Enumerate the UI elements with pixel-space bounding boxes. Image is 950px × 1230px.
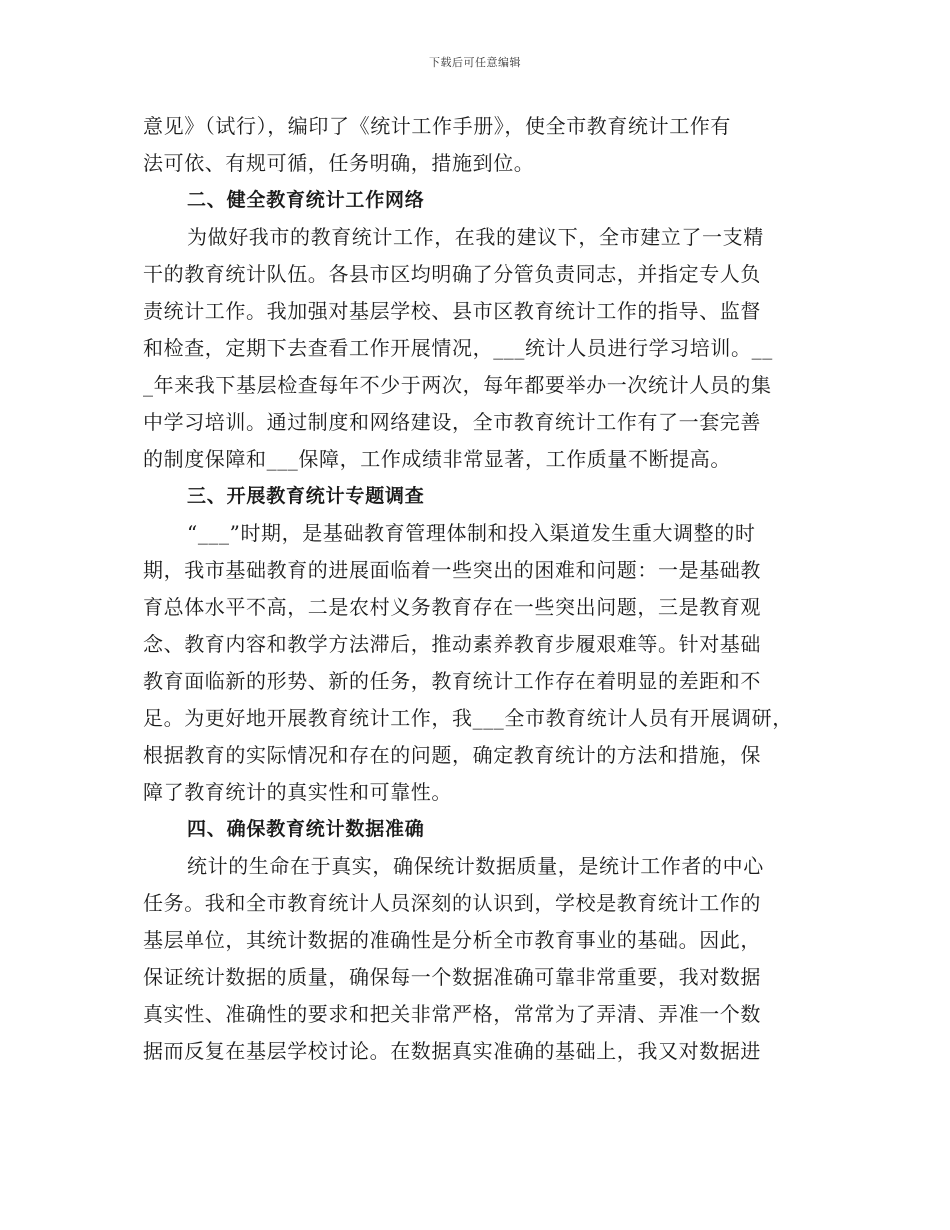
- text-line: 真实性、准确性的要求和把关非常严格，常常为了弄清、弄准一个数: [143, 1002, 761, 1026]
- text-line: 期，我市基础教育的进展面临着一些突出的困难和问题：一是基础教: [143, 558, 761, 582]
- paragraph-first-line: 统计的生命在于真实，确保统计数据质量，是统计工作者的中心: [187, 854, 764, 878]
- text-line: 保证统计数据的质量，确保每一个数据准确可靠非常重要，我对数据: [143, 965, 761, 989]
- document-body: [143, 108, 811, 1070]
- section-heading: 四、确保教育统计数据准确: [187, 818, 425, 840]
- text-line: 意见》（试行），编印了《统计工作手册》，使全市教育统计工作有: [143, 114, 731, 138]
- page-header: 下载后可任意编辑: [429, 56, 521, 69]
- text-line: 念、教育内容和教学方法滞后，推动素养教育步履艰难等。针对基础: [143, 632, 761, 656]
- text-line: 责统计工作。我加强对基层学校、县市区教育统计工作的指导、监督: [143, 299, 761, 323]
- text-line: 根据教育的实际情况和存在的问题，确定教育统计的方法和措施，保: [143, 743, 761, 767]
- text-line: 足。为更好地开展教育统计工作，我___全市教育统计人员有开展调研，: [143, 706, 793, 730]
- section-heading: 三、开展教育统计专题调查: [187, 485, 425, 507]
- text-line: 教育面临新的形势、新的任务，教育统计工作存在着明显的差距和不: [143, 669, 761, 693]
- text-line: 干的教育统计队伍。各县市区均明确了分管负责同志，并指定专人负: [143, 262, 761, 286]
- paragraph-first-line: “___”时期，是基础教育管理体制和投入渠道发生重大调整的时: [187, 521, 756, 545]
- paragraph-first-line: 为做好我市的教育统计工作，在我的建议下，全市建立了一支精: [187, 225, 764, 249]
- text-line: 的制度保障和___保障，工作成绩非常显著，工作质量不断提高。: [143, 447, 731, 471]
- text-line: 基层单位，其统计数据的准确性是分析全市教育事业的基础。因此，: [143, 928, 761, 952]
- text-line: 育总体水平不高，二是农村义务教育存在一些突出问题，三是教育观: [143, 595, 761, 619]
- text-line: 法可依、有规可循，任务明确，措施到位。: [143, 151, 535, 175]
- text-line: 中学习培训。通过制度和网络建设，全市教育统计工作有了一套完善: [143, 410, 761, 434]
- text-line: 任务。我和全市教育统计人员深刻的认识到，学校是教育统计工作的: [143, 891, 761, 915]
- text-line: 据而反复在基层学校讨论。在数据真实准确的基础上，我又对数据进: [143, 1039, 761, 1063]
- section-heading: 二、健全教育统计工作网络: [187, 189, 425, 211]
- text-line: 障了教育统计的真实性和可靠性。: [143, 780, 452, 804]
- text-line: 和检查，定期下去查看工作开展情况，___统计人员进行学习培训。__: [143, 336, 773, 360]
- text-line: _年来我下基层检查每年不少于两次，每年都要举办一次统计人员的集: [143, 373, 772, 397]
